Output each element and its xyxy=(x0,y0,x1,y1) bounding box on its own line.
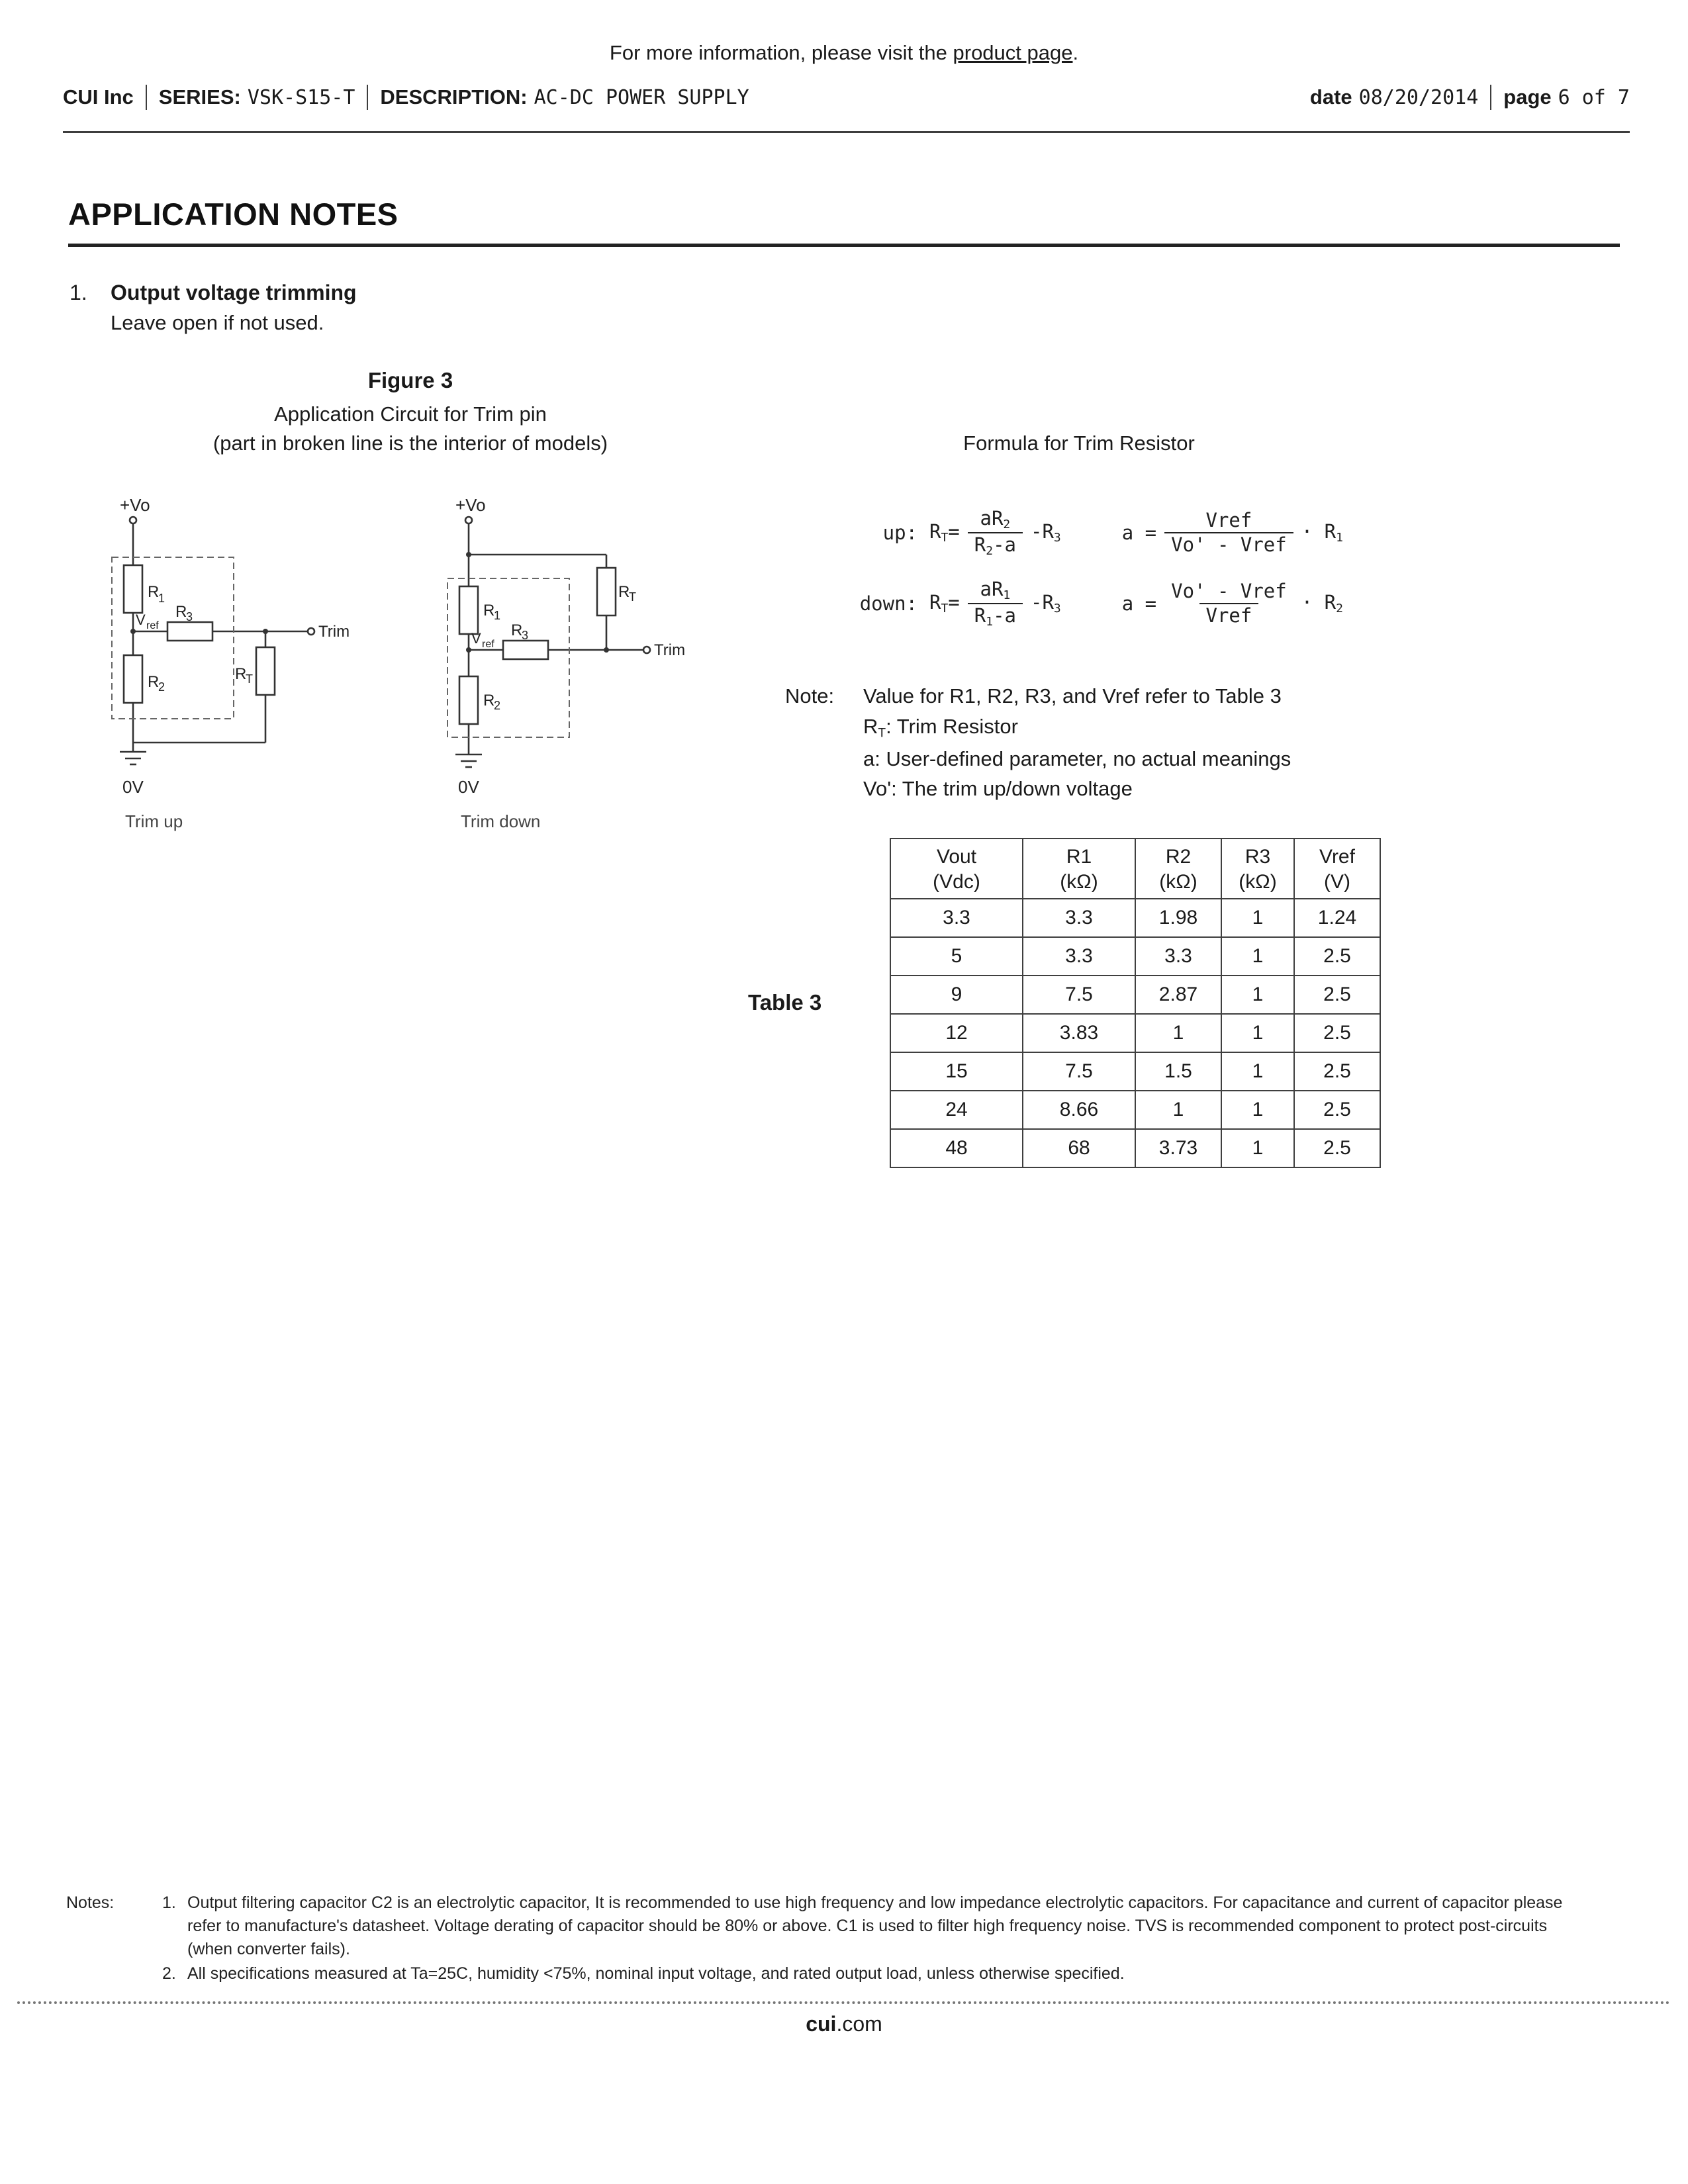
den-rest: -a xyxy=(993,604,1016,627)
a-fraction-denominator: Vref xyxy=(1199,603,1259,627)
cell: 8.66 xyxy=(1023,1091,1135,1129)
cell: 9 xyxy=(890,976,1023,1014)
product-page-link[interactable]: product page xyxy=(953,41,1073,64)
vo-label: +Vo xyxy=(455,495,486,515)
num-base: aR xyxy=(980,507,1004,529)
tail-sub: 3 xyxy=(1053,531,1061,545)
info-text-pre: For more information, please visit the xyxy=(609,41,953,64)
table-row xyxy=(890,1091,1380,1129)
description-value: AC-DC POWER SUPPLY xyxy=(534,85,749,109)
table-row xyxy=(890,976,1380,1014)
cell: 1 xyxy=(1221,1014,1294,1052)
den-sub: 1 xyxy=(986,614,994,629)
page-value: 6 of 7 xyxy=(1558,85,1630,109)
model-interior-boundary xyxy=(447,578,569,737)
cell: 5 xyxy=(890,937,1023,976)
vref-label-sub: ref xyxy=(482,639,494,650)
formula-down xyxy=(839,578,1343,629)
table3 xyxy=(890,838,1381,1168)
note-lines xyxy=(863,684,1291,807)
rt-label-sub: T xyxy=(629,590,636,604)
cell: 2.5 xyxy=(1294,1052,1380,1091)
resistor-rt-body xyxy=(256,647,275,695)
den-sub: 2 xyxy=(986,543,994,558)
formula-up-mult xyxy=(1301,520,1343,545)
note-label: Note: xyxy=(785,684,835,707)
date-label: date xyxy=(1309,85,1352,109)
info-text-post: . xyxy=(1072,41,1079,64)
mult-sub: 1 xyxy=(1336,531,1343,545)
footer-note-2-text: All specifications measured at Ta=25C, humidity <75%, nominal input voltage, and rated output load, unless otherwise specified. xyxy=(187,1964,1125,1983)
cell: 2.5 xyxy=(1294,1129,1380,1167)
mult-base: R xyxy=(1324,591,1336,614)
cell: 1 xyxy=(1221,937,1294,976)
multiply-dot: · xyxy=(1301,591,1313,614)
formula-down-label: down: xyxy=(859,592,917,615)
note-line-3: a: User-defined parameter, no actual meanings xyxy=(863,747,1291,770)
cell: 1 xyxy=(1221,899,1294,937)
cell: 2.5 xyxy=(1294,937,1380,976)
footer-note-1 xyxy=(162,1891,1605,1961)
ov-label: 0V xyxy=(122,777,144,797)
cell: 48 xyxy=(890,1129,1023,1167)
trim-terminal xyxy=(308,628,314,635)
header-right xyxy=(1310,85,1630,110)
site-footer xyxy=(0,2012,1688,2036)
vo-label: +Vo xyxy=(120,495,150,515)
site-name-bold: cui xyxy=(806,2012,837,2036)
cell: 3.83 xyxy=(1023,1014,1135,1052)
info-line xyxy=(0,41,1688,65)
circuit-caption: Trim down xyxy=(461,811,541,831)
circuit-caption: Trim up xyxy=(125,811,183,831)
cell: 7.5 xyxy=(1023,976,1135,1014)
trim-up-labels xyxy=(120,495,350,831)
cell: 15 xyxy=(890,1052,1023,1091)
formula-down-mult xyxy=(1301,591,1343,615)
equals-sign: = xyxy=(948,591,960,614)
formula-up xyxy=(839,507,1343,558)
item-number: 1. xyxy=(70,281,87,304)
header-separator xyxy=(146,85,147,110)
r1-label: R xyxy=(483,602,495,619)
r2-label-sub: 2 xyxy=(158,680,165,694)
notes-column xyxy=(162,1891,1605,1987)
model-interior-boundary xyxy=(112,557,234,719)
cell: 1.24 xyxy=(1294,899,1380,937)
resistor-r1-body xyxy=(124,565,142,613)
cell: 3.3 xyxy=(890,899,1023,937)
header-rule xyxy=(63,131,1630,133)
item-subtext: Leave open if not used. xyxy=(111,311,324,334)
cell: 3.3 xyxy=(1135,937,1221,976)
table-row xyxy=(890,1014,1380,1052)
cell: 3.3 xyxy=(1023,899,1135,937)
header-left xyxy=(63,85,749,110)
item-title: Output voltage trimming xyxy=(111,281,357,304)
title-rule xyxy=(68,244,1620,247)
header-separator xyxy=(1490,85,1491,110)
cell: 2.5 xyxy=(1294,1014,1380,1052)
rt-base: R xyxy=(929,520,941,543)
table-row xyxy=(890,937,1380,976)
r3-label-sub: 3 xyxy=(522,629,529,642)
resistor-r2-body xyxy=(124,655,142,703)
fraction-numerator xyxy=(974,507,1017,532)
header-separator xyxy=(367,85,368,110)
mult-base: R xyxy=(1324,520,1336,543)
trim-label: Trim xyxy=(654,641,686,659)
rt-sub: T xyxy=(941,531,949,545)
cell: 3.3 xyxy=(1023,937,1135,976)
num-base: aR xyxy=(980,578,1004,601)
col-header-vref: Vref (V) xyxy=(1294,839,1380,899)
header-bar xyxy=(63,85,1630,110)
formula-down-lhs xyxy=(929,591,960,615)
cell: 1 xyxy=(1221,976,1294,1014)
cell: 1 xyxy=(1221,1129,1294,1167)
formula-up-lhs xyxy=(929,520,960,545)
r3-label: R xyxy=(511,621,523,639)
resistor-rt-body xyxy=(597,568,616,615)
vo-terminal xyxy=(465,517,472,523)
fraction-denominator xyxy=(968,603,1023,629)
cell: 24 xyxy=(890,1091,1023,1129)
r1-label-sub: 1 xyxy=(494,609,501,622)
cell: 1 xyxy=(1135,1091,1221,1129)
table-row xyxy=(890,1129,1380,1167)
col-header-vout: Vout (Vdc) xyxy=(890,839,1023,899)
mult-sub: 2 xyxy=(1336,602,1343,616)
vref-label: V xyxy=(471,630,481,647)
trim-down-labels xyxy=(455,495,685,831)
series-value: VSK-S15-T xyxy=(247,85,355,109)
figure-caption-2: (part in broken line is the interior of models) xyxy=(212,432,608,455)
formula-up-label: up: xyxy=(882,521,917,544)
formula-up-fraction xyxy=(968,507,1023,558)
formula-title: Formula for Trim Resistor xyxy=(963,432,1195,455)
cell: 2.5 xyxy=(1294,1091,1380,1129)
footer-dotted-rule xyxy=(17,2001,1671,2004)
cell: 7.5 xyxy=(1023,1052,1135,1091)
equals-sign: = xyxy=(948,520,960,543)
tail-sub: 3 xyxy=(1053,602,1061,616)
page-title: APPLICATION NOTES xyxy=(68,197,399,232)
num-sub: 1 xyxy=(1003,588,1011,603)
note-line-2-rest: : Trim Resistor xyxy=(886,714,1018,738)
table3-label: Table 3 xyxy=(748,990,822,1015)
description-label: DESCRIPTION: xyxy=(380,85,528,109)
note-line-2 xyxy=(863,715,1291,741)
den-base: R xyxy=(974,533,986,556)
cell: 1 xyxy=(1221,1091,1294,1129)
rt-label: R xyxy=(618,583,630,601)
den-rest: -a xyxy=(993,533,1016,556)
r1-label-sub: 1 xyxy=(158,592,165,605)
note-line-4: Vo': The trim up/down voltage xyxy=(863,777,1133,801)
cell: 1.98 xyxy=(1135,899,1221,937)
note-line-2-sub: T xyxy=(878,725,886,740)
cell: 68 xyxy=(1023,1129,1135,1167)
formula-down-a-fraction xyxy=(1164,580,1293,627)
figure-caption-1: Application Circuit for Trim pin xyxy=(274,402,547,426)
trim-label: Trim xyxy=(318,623,350,641)
trim-up-wires xyxy=(120,517,314,764)
company-name: CUI Inc xyxy=(63,85,134,109)
resistor-r3-body xyxy=(167,622,212,641)
list-item-1 xyxy=(70,281,357,305)
rt-sub: T xyxy=(941,602,949,616)
r3-label-sub: 3 xyxy=(186,610,193,623)
rt-label: R xyxy=(235,665,247,683)
r2-label-sub: 2 xyxy=(494,699,501,712)
junction-dot xyxy=(466,552,471,557)
note-block xyxy=(785,684,1291,807)
trim-down-circuit-diagram xyxy=(445,491,789,835)
col-header-r3: R3 (kΩ) xyxy=(1221,839,1294,899)
trim-up-circuit-diagram xyxy=(109,491,453,835)
trim-terminal xyxy=(643,647,650,653)
fraction-denominator xyxy=(968,532,1023,559)
formula-up-tail xyxy=(1031,520,1061,545)
junction-dot xyxy=(130,629,136,634)
multiply-dot: · xyxy=(1301,520,1313,543)
vref-label-sub: ref xyxy=(146,620,159,631)
junction-dot xyxy=(466,647,471,653)
page-label: page xyxy=(1503,85,1552,109)
trim-formulas xyxy=(839,507,1343,649)
site-name-rest: .com xyxy=(836,2012,882,2036)
cell: 1 xyxy=(1135,1014,1221,1052)
footer-note-1-number: 1. xyxy=(162,1893,176,1912)
tail-base: -R xyxy=(1030,591,1054,614)
date-value: 08/20/2014 xyxy=(1358,85,1479,109)
a-fraction-numerator: Vref xyxy=(1205,508,1252,531)
table-row xyxy=(890,899,1380,937)
cell: 1.5 xyxy=(1135,1052,1221,1091)
ov-label: 0V xyxy=(458,777,479,797)
junction-dot xyxy=(263,629,268,634)
footer-note-2 xyxy=(162,1962,1605,1985)
notes-label: Notes: xyxy=(66,1893,115,1912)
footer-notes xyxy=(66,1891,1605,1987)
cell: 1 xyxy=(1221,1052,1294,1091)
footer-note-2-number: 2. xyxy=(162,1964,176,1983)
r2-label: R xyxy=(148,673,160,691)
formula-up-a-fraction xyxy=(1164,509,1293,557)
col-header-r2: R2 (kΩ) xyxy=(1135,839,1221,899)
fraction-numerator xyxy=(974,578,1017,603)
r3-label: R xyxy=(175,603,187,621)
junction-dot xyxy=(604,647,609,653)
rt-label-sub: T xyxy=(246,672,253,686)
col-header-r1: R1 (kΩ) xyxy=(1023,839,1135,899)
den-base: R xyxy=(974,604,986,627)
a-fraction-numerator: Vo' - Vref xyxy=(1171,580,1287,603)
table-header-row xyxy=(890,839,1380,899)
vo-terminal xyxy=(130,517,136,523)
vref-label: V xyxy=(136,612,146,628)
resistor-r2-body xyxy=(459,676,478,724)
series-label: SERIES: xyxy=(158,85,241,109)
cell: 12 xyxy=(890,1014,1023,1052)
footer-note-1-text: Output filtering capacitor C2 is an electrolytic capacitor, It is recommended to use high frequency and low impedance electrolytic capacitors. For capacitance and current of capacitor please refer to manufacture's datasheet. Voltage derating of capacitor should be 80% or above. C1 is used to filter high frequency noise. TVS is recommended component to protect post-circuits (when converter fails). xyxy=(187,1893,1563,1958)
rt-base: R xyxy=(929,591,941,614)
r2-label: R xyxy=(483,692,495,709)
formula-up-a-eq: a = xyxy=(1121,521,1157,544)
table-row xyxy=(890,1052,1380,1091)
cell: 2.87 xyxy=(1135,976,1221,1014)
a-fraction-denominator: Vo' - Vref xyxy=(1164,532,1293,557)
resistor-r3-body xyxy=(503,641,548,659)
formula-down-fraction xyxy=(968,578,1023,629)
cell: 2.5 xyxy=(1294,976,1380,1014)
formula-down-a-eq: a = xyxy=(1121,592,1157,615)
note-line-2-base: R xyxy=(863,714,878,738)
figure-label: Figure 3 xyxy=(367,368,453,392)
num-sub: 2 xyxy=(1003,518,1011,532)
formula-down-tail xyxy=(1031,591,1061,615)
note-line-1: Value for R1, R2, R3, and Vref refer to Table 3 xyxy=(863,684,1282,707)
tail-base: -R xyxy=(1030,520,1054,543)
r1-label: R xyxy=(148,583,160,601)
resistor-r1-body xyxy=(459,586,478,634)
cell: 3.73 xyxy=(1135,1129,1221,1167)
